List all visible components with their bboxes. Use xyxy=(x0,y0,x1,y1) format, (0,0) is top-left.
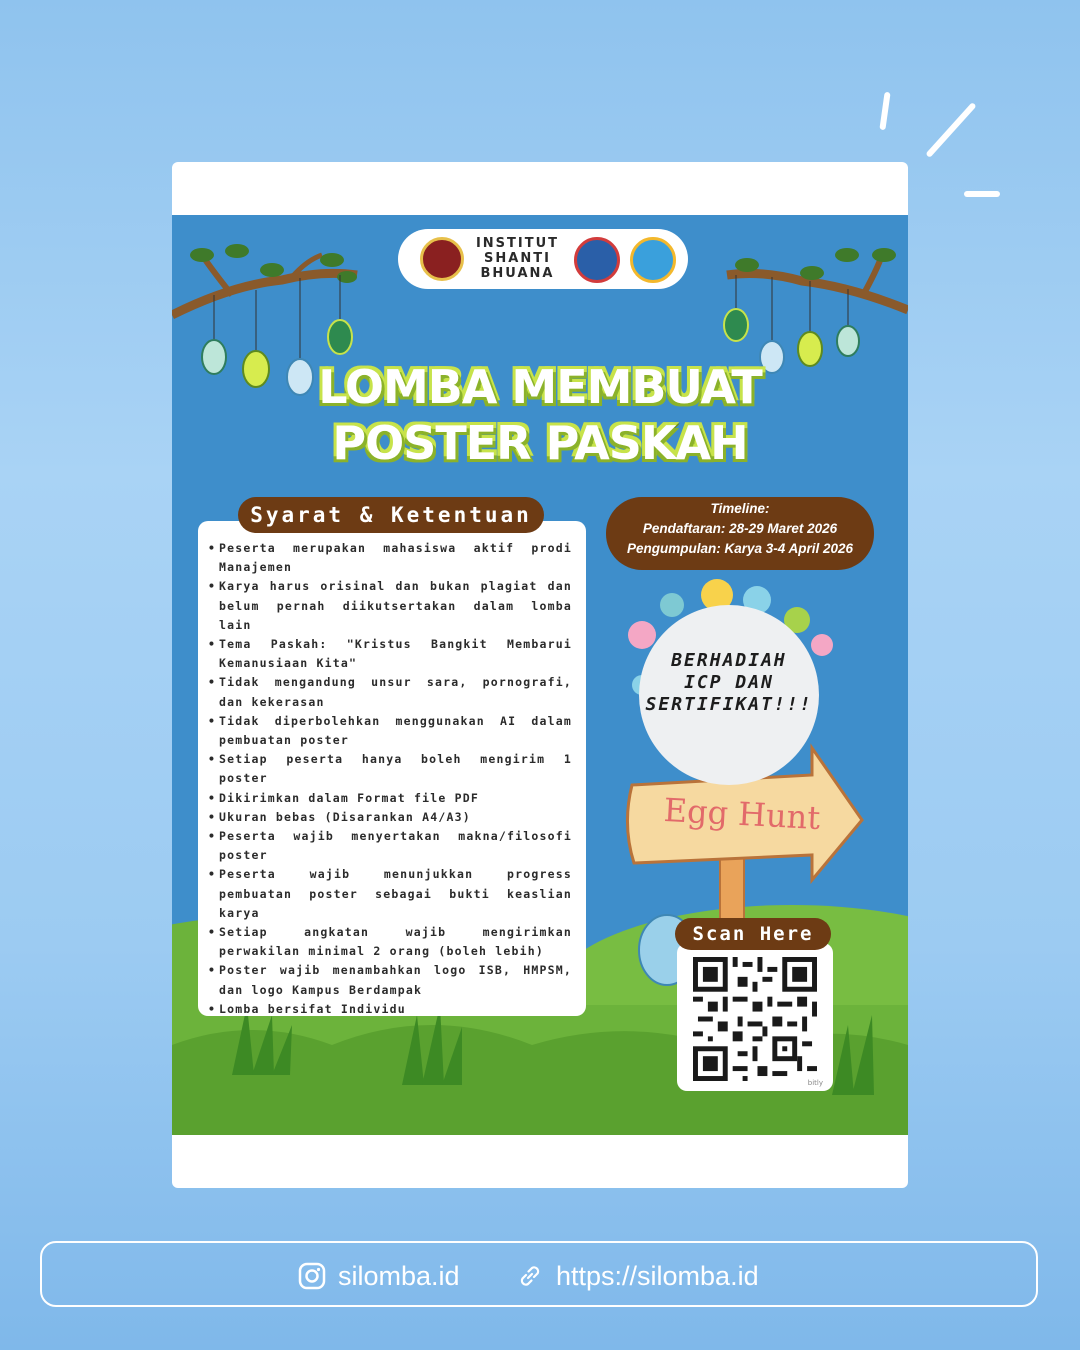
rule-item: • Peserta wajib menunjukkan progress pembuatan poster sebagai bukti keaslian karya xyxy=(208,865,572,923)
hmpsm-logo xyxy=(574,237,620,283)
rule-item: • Karya harus orisinal dan bukan plagiat dan belum pernah diikutsertakan dalam lomba lain xyxy=(208,577,572,635)
sparkle-line xyxy=(925,102,976,158)
footer-bar xyxy=(40,1241,1038,1307)
rules-heading: Syarat & Ketentuan xyxy=(238,497,544,533)
prize-text: BERHADIAH ICP DAN SERTIFIKAT!!! xyxy=(645,650,813,715)
institution-name: INSTITUT SHANTI BHUANA xyxy=(475,236,560,281)
sparkle-line xyxy=(964,191,1000,197)
timeline-registration: Pendaftaran: 28-29 Maret 2026 xyxy=(642,521,838,536)
rule-item: • Setiap angkatan wajib mengirimkan perwakilan minimal 2 orang (boleh lebih) xyxy=(208,923,572,961)
institut-shanti-bhuana-logo xyxy=(420,237,464,281)
rule-item: • Poster wajib menambahkan logo ISB, HMPSM, dan logo Kampus Berdampak xyxy=(208,961,572,999)
egg-hunt-sign: Egg Hunt xyxy=(662,790,822,838)
qr-code-panel xyxy=(677,943,833,1091)
timeline-badge xyxy=(606,497,874,570)
qr-tag: bitly xyxy=(807,1079,823,1087)
rule-item: • Tidak mengandung unsur sara, pornografi, dan kekerasan xyxy=(208,673,572,711)
rule-item: • Lomba bersifat Individu xyxy=(208,1000,572,1019)
qr-code xyxy=(693,957,817,1081)
kampus-berdampak-logo xyxy=(630,237,676,283)
sparkle-line xyxy=(879,92,890,130)
poster-title-line1: LOMBA MEMBUAT xyxy=(318,360,762,414)
rule-item: • Tidak diperbolehkan menggunakan AI dalam pembuatan poster xyxy=(208,712,572,750)
timeline-label: Timeline: xyxy=(710,501,770,516)
rule-item: • Ukuran bebas (Disarankan A4/A3) xyxy=(208,808,572,827)
event-poster xyxy=(172,215,908,1135)
instagram-icon xyxy=(298,1262,326,1290)
instagram-handle[interactable]: silomba.id xyxy=(338,1260,460,1291)
rule-item: • Setiap peserta hanya boleh mengirim 1 poster xyxy=(208,750,572,788)
link-icon xyxy=(516,1262,544,1290)
rule-item: • Peserta merupakan mahasiswa aktif prodi Manajemen xyxy=(208,539,572,577)
institution-logo-bar xyxy=(398,229,688,289)
website-link[interactable] xyxy=(516,1259,759,1293)
website-url[interactable]: https://silomba.id xyxy=(556,1260,759,1291)
rules-list xyxy=(208,539,572,1019)
rule-item: • Tema Paskah: "Kristus Bangkit Membarui Kemanusiaan Kita" xyxy=(208,635,572,673)
timeline-submission: Pengumpulan: Karya 3-4 April 2026 xyxy=(626,541,854,556)
instagram-link[interactable] xyxy=(298,1259,460,1293)
rule-item: • Dikirimkan dalam Format file PDF xyxy=(208,789,572,808)
rule-item: • Peserta wajib menyertakan makna/filosofi poster xyxy=(208,827,572,865)
poster-title-line2: POSTER PASKAH xyxy=(332,416,748,470)
scan-here-label: Scan Here xyxy=(675,918,831,950)
